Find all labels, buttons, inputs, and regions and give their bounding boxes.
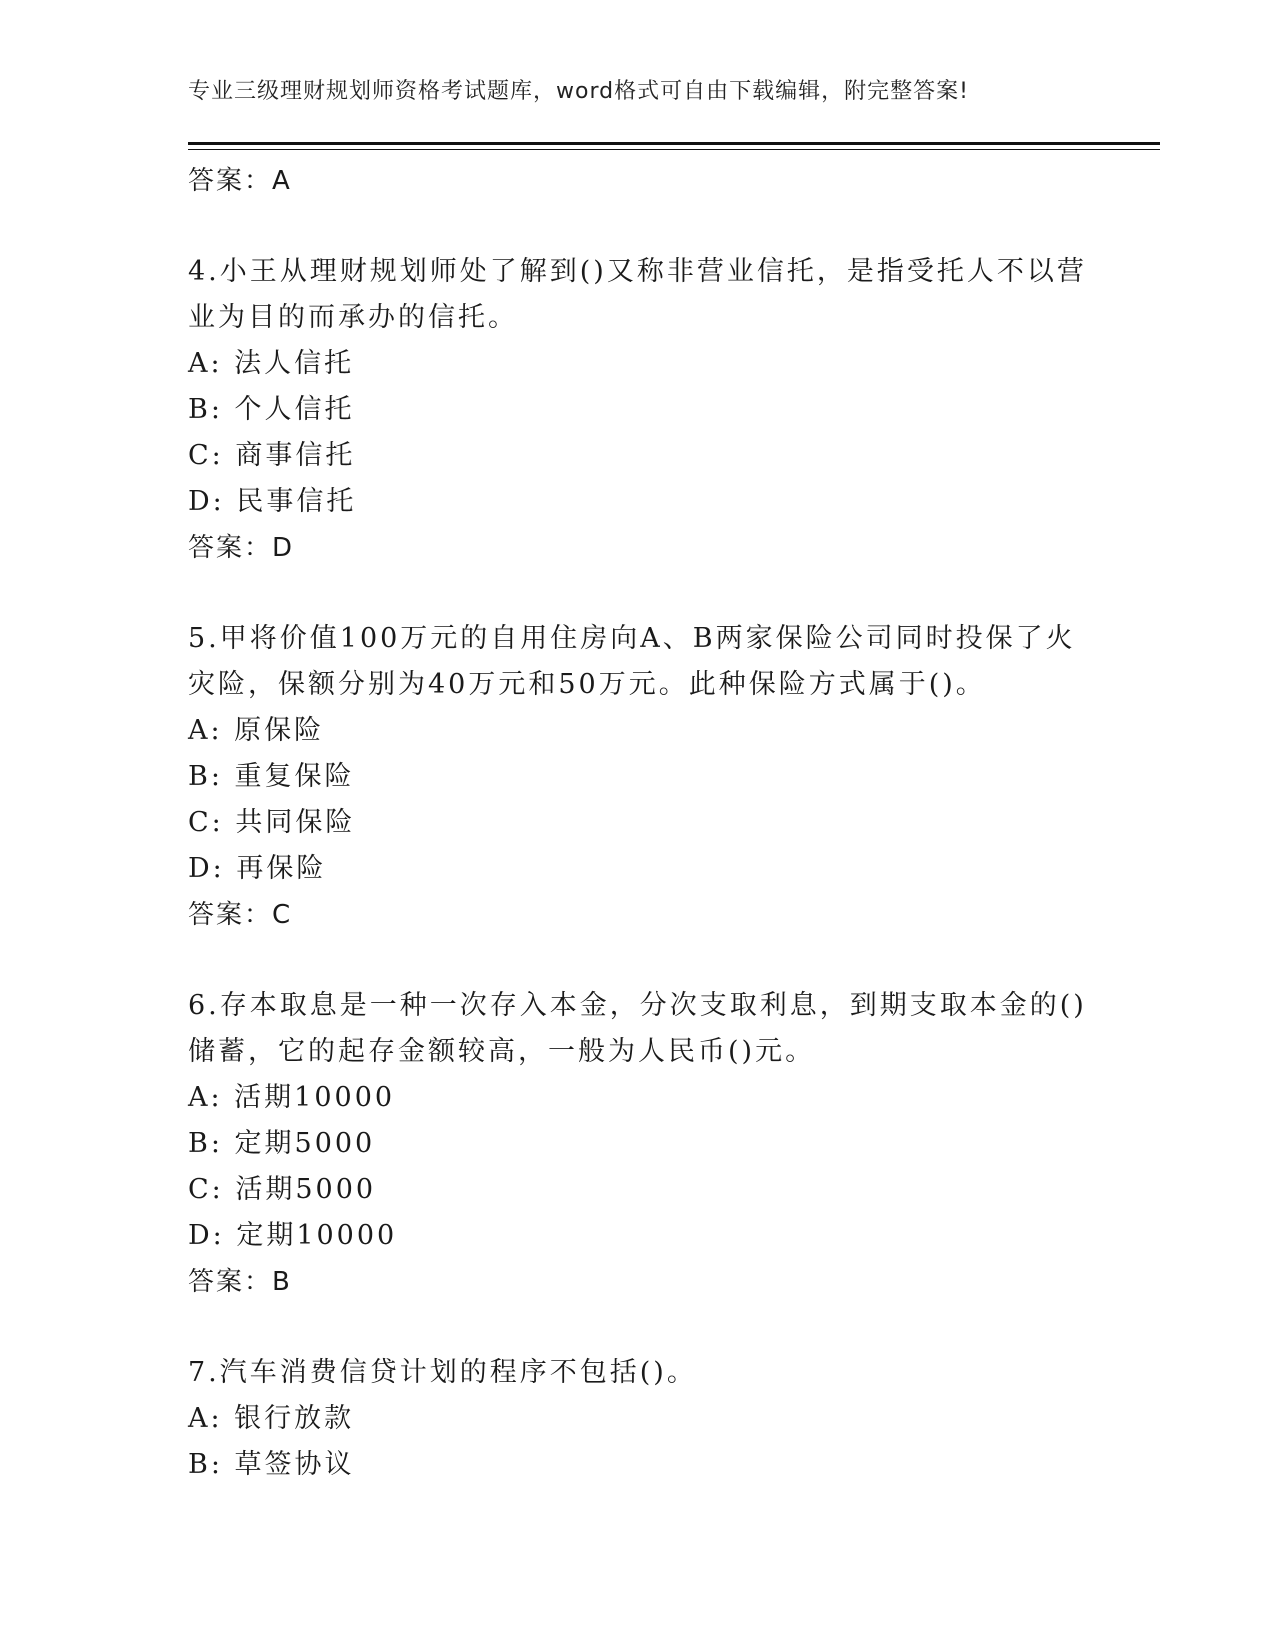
question-4 — [188, 249, 1088, 571]
answer: 答案：D — [188, 533, 295, 563]
option-c: C: 商事信托 — [188, 440, 356, 471]
page-header: 专业三级理财规划师资格考试题库，word格式可自由下载编辑，附完整答案! — [188, 79, 969, 104]
answer: 答案：C — [188, 900, 293, 930]
header-rule-thick — [188, 142, 1160, 145]
question-list — [188, 158, 1088, 1488]
option-c: C: 活期5000 — [188, 1174, 377, 1205]
question-7 — [188, 1350, 1088, 1488]
answer: 答案：B — [188, 1267, 292, 1297]
option-c: C: 共同保险 — [188, 807, 356, 838]
option-a: A: 活期10000 — [188, 1082, 396, 1113]
option-a: A: 原保险 — [188, 715, 325, 746]
question-stem: 7.汽车消费信贷计划的程序不包括()。 — [188, 1357, 697, 1388]
question-5 — [188, 616, 1088, 938]
option-b: B: 重复保险 — [188, 761, 355, 792]
option-b: B: 定期5000 — [188, 1128, 376, 1159]
question-stem: 4.小王从理财规划师处了解到()又称非营业信托，是指受托人不以营业为目的而承办的信托。 — [188, 256, 1087, 333]
option-b: B: 个人信托 — [188, 394, 355, 425]
option-d: D: 定期10000 — [188, 1220, 398, 1251]
option-d: D: 民事信托 — [188, 486, 357, 517]
option-d: D: 再保险 — [188, 853, 327, 884]
question-stem: 5.甲将价值100万元的自用住房向A、B两家保险公司同时投保了火灾险，保额分别为40万元和50万元。此种保险方式属于()。 — [188, 623, 1076, 700]
previous-answer: 答案：A — [188, 166, 292, 196]
header-rule-thin — [188, 149, 1160, 150]
option-a: A: 法人信托 — [188, 348, 355, 379]
question-stem: 6.存本取息是一种一次存入本金，分次支取利息，到期支取本金的()储蓄，它的起存金额较高，一般为人民币()元。 — [188, 990, 1087, 1067]
option-b: B: 草签协议 — [188, 1449, 355, 1480]
option-a: A: 银行放款 — [188, 1403, 355, 1434]
question-6 — [188, 983, 1088, 1305]
